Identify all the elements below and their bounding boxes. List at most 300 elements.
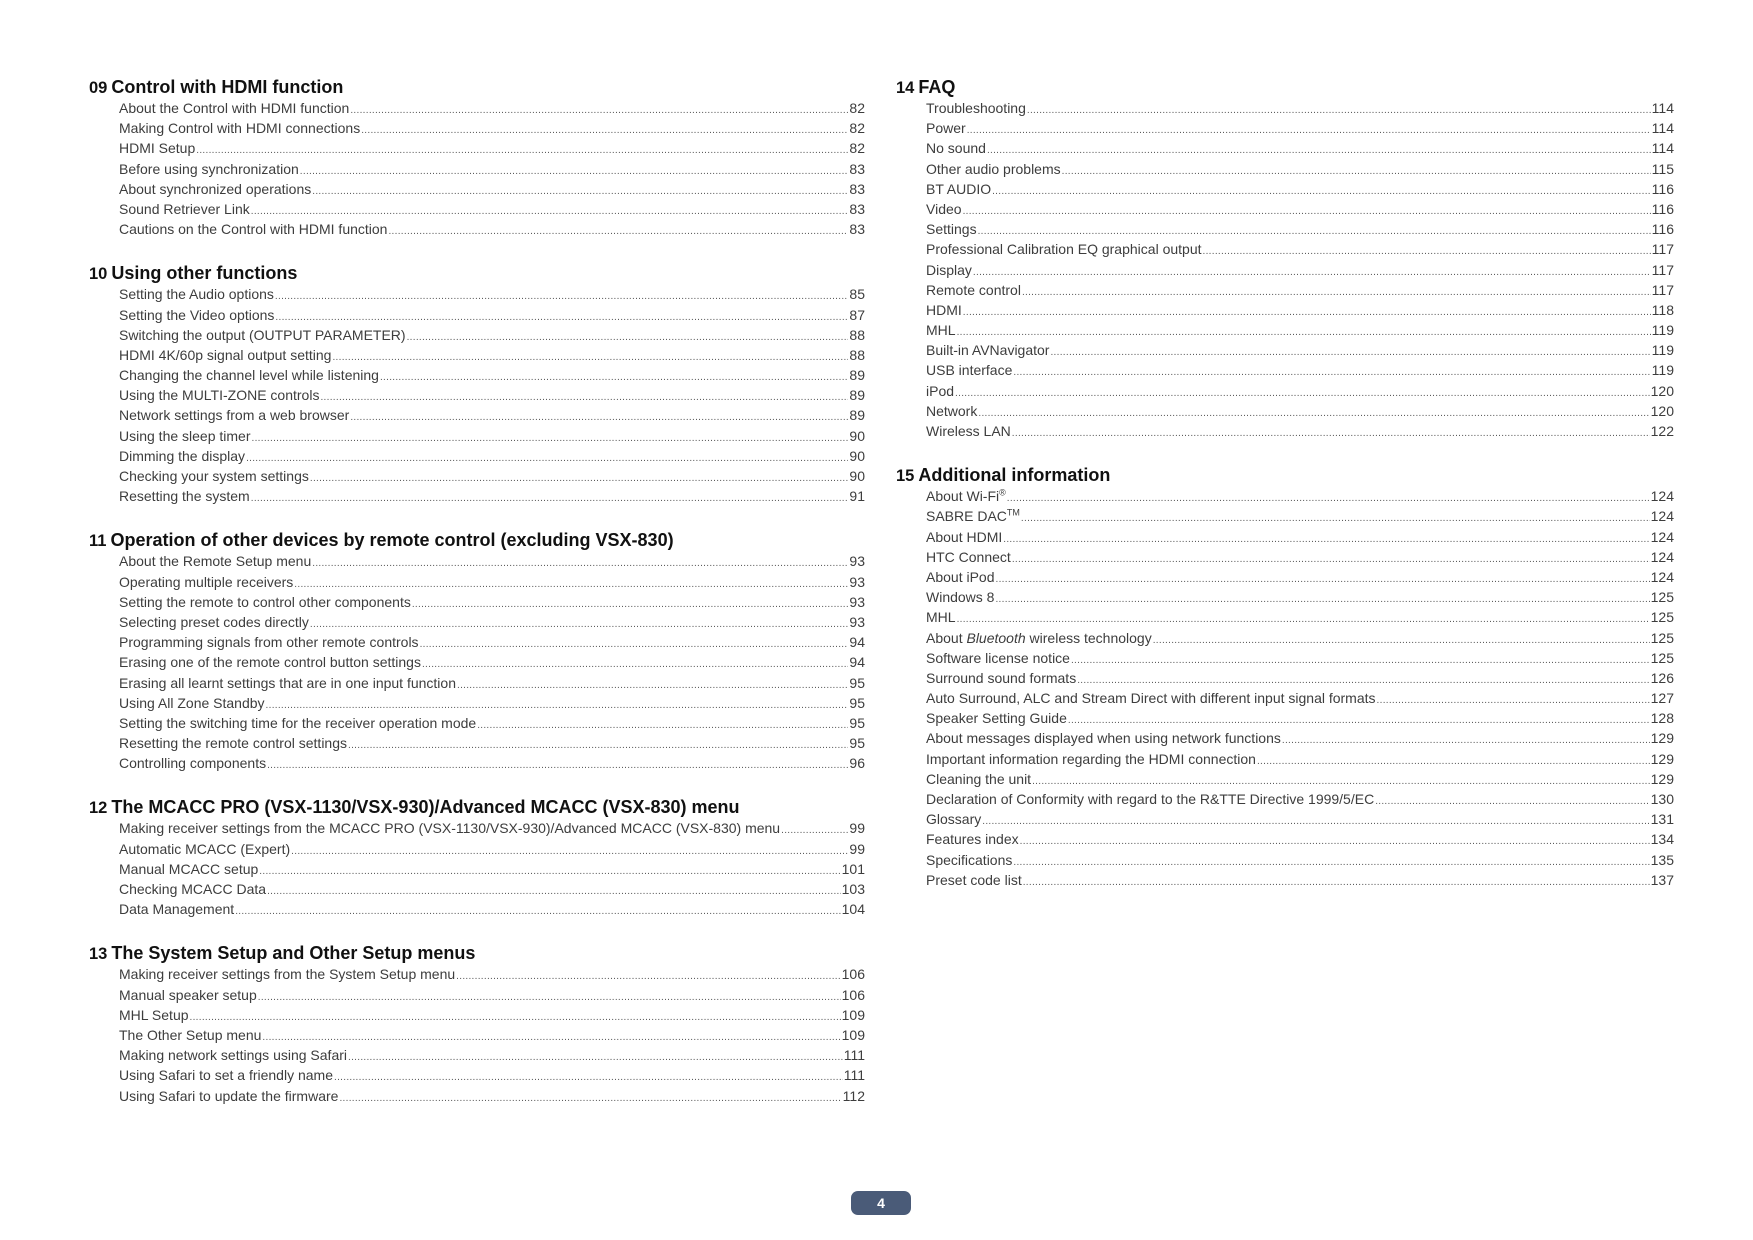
toc-entry-list <box>89 551 865 773</box>
dot-leader <box>1375 792 1649 812</box>
dot-leader <box>1282 731 1650 751</box>
toc-entry[interactable] <box>89 325 865 345</box>
entry-label-text: Wireless LAN <box>926 423 1011 439</box>
toc-entry[interactable] <box>896 668 1674 688</box>
dot-leader <box>262 1028 840 1048</box>
section-title: Control with HDMI function <box>111 77 344 97</box>
entry-page-number: 129 <box>1650 750 1674 767</box>
entry-label-text: About <box>926 629 967 646</box>
dot-leader <box>1153 631 1650 651</box>
entry-label-text: About messages displayed when using network functions <box>926 730 1281 747</box>
dot-leader <box>456 967 840 987</box>
dot-leader <box>781 821 848 841</box>
entry-label-text: USB interface <box>926 362 1013 379</box>
toc-entry[interactable] <box>896 648 1674 668</box>
entry-page-number: 119 <box>1651 342 1674 359</box>
entry-page-number: 95 <box>849 735 865 752</box>
dot-leader <box>258 988 841 1008</box>
toc-entry[interactable] <box>896 219 1674 239</box>
entry-label <box>926 199 962 219</box>
entry-label-text: SABRE DAC <box>926 508 1007 525</box>
section-number: 15 <box>896 467 915 486</box>
entry-label-text: Using the MULTI-ZONE controls <box>119 387 320 404</box>
entry-label <box>926 547 1011 567</box>
toc-entry[interactable] <box>89 1045 865 1065</box>
entry-page-number: 95 <box>849 714 865 731</box>
entry-label <box>926 159 1061 179</box>
toc-entry[interactable] <box>896 199 1674 219</box>
entry-label <box>119 733 347 753</box>
entry-page-number: 96 <box>849 755 865 772</box>
entry-label <box>119 612 309 632</box>
toc-entry[interactable] <box>89 345 865 365</box>
dot-leader <box>955 384 1650 404</box>
toc-entry[interactable] <box>89 713 865 733</box>
toc-entry[interactable] <box>89 159 865 179</box>
toc-entry[interactable] <box>89 1005 865 1025</box>
toc-entry[interactable] <box>896 401 1674 421</box>
entry-label-text: Other audio problems <box>926 160 1061 177</box>
entry-page-number: 82 <box>849 120 865 137</box>
dot-leader <box>967 121 1651 141</box>
section-title: Operation of other devices by remote control (excluding VSX-830) <box>110 530 674 551</box>
toc-entry-list <box>89 284 865 506</box>
section-heading[interactable] <box>89 529 865 551</box>
dot-leader <box>957 323 1651 343</box>
entry-label-text: Specifications <box>926 851 1013 868</box>
entry-label-text: MHL <box>926 322 956 339</box>
dot-leader <box>963 202 1651 222</box>
dot-leader <box>251 489 849 509</box>
toc-entry[interactable] <box>89 98 865 118</box>
dot-leader <box>312 182 848 202</box>
dot-leader <box>291 842 848 862</box>
toc-entry[interactable] <box>896 159 1674 179</box>
entry-page-number: 116 <box>1651 180 1674 197</box>
toc-entry[interactable] <box>89 693 865 713</box>
toc-entry[interactable] <box>89 612 865 632</box>
entry-label-text: Network <box>926 402 978 419</box>
dot-leader <box>334 1068 843 1088</box>
entry-page-number: 89 <box>849 407 865 424</box>
toc-entry[interactable] <box>896 829 1674 849</box>
dot-leader <box>1203 242 1651 262</box>
entry-label-text: About HDMI <box>926 528 1003 545</box>
toc-entry[interactable] <box>89 284 865 304</box>
toc-entry[interactable] <box>896 506 1674 526</box>
toc-entry[interactable] <box>89 1065 865 1085</box>
entry-label-text: Using Safari to set a friendly name <box>119 1067 333 1084</box>
toc-entry[interactable] <box>89 632 865 652</box>
toc-section <box>89 76 865 239</box>
entry-label-text: Checking MCACC Data <box>119 881 267 897</box>
dot-leader <box>1021 509 1650 529</box>
toc-entry[interactable] <box>89 859 865 879</box>
entry-label <box>119 284 274 304</box>
toc-entry[interactable] <box>896 260 1674 280</box>
entry-label-text: Surround sound formats <box>926 669 1077 686</box>
dot-leader <box>332 348 848 368</box>
toc-entry[interactable] <box>896 300 1674 320</box>
toc-entry[interactable] <box>896 567 1674 587</box>
entry-label-text: No sound <box>926 140 986 157</box>
entry-label-text: Setting the remote to control other components <box>119 593 411 610</box>
entry-label <box>926 870 1022 890</box>
dot-leader <box>412 595 849 615</box>
toc-entry[interactable] <box>89 879 865 899</box>
entry-page-number: 91 <box>849 488 865 505</box>
entry-label-text: Remote control <box>926 281 1021 298</box>
entry-label-text: Power <box>926 120 966 137</box>
entry-label-text: About iPod <box>926 568 995 585</box>
entry-page-number: 106 <box>841 966 865 983</box>
entry-label <box>926 769 1031 789</box>
entry-page-number: 114 <box>1651 100 1674 116</box>
toc-entry[interactable] <box>89 551 865 571</box>
entry-label <box>119 305 274 325</box>
toc-entry[interactable] <box>89 753 865 773</box>
toc-entry[interactable] <box>89 305 865 325</box>
entry-label <box>119 693 265 713</box>
entry-label-text: Before using synchronization <box>119 160 299 177</box>
entry-label-text: Making receiver settings from the System Setup menu <box>119 966 456 983</box>
toc-entry[interactable] <box>896 789 1674 809</box>
entry-label <box>119 466 309 486</box>
toc-entry[interactable] <box>896 118 1674 138</box>
entry-label <box>119 572 293 592</box>
dot-leader <box>1377 691 1650 711</box>
entry-page-number: 99 <box>849 820 865 837</box>
toc-section <box>896 464 1674 890</box>
dot-leader <box>1013 363 1650 383</box>
entry-label <box>119 551 311 571</box>
entry-page-number: 109 <box>841 1026 865 1043</box>
toc-entry[interactable] <box>89 486 865 506</box>
toc-entry[interactable] <box>896 769 1674 789</box>
entry-label <box>926 567 995 587</box>
toc-entry[interactable] <box>896 628 1674 648</box>
entry-label <box>119 98 349 118</box>
entry-label <box>119 345 331 365</box>
entry-label <box>119 753 266 773</box>
entry-page-number: 124 <box>1650 568 1674 585</box>
toc-entry[interactable] <box>896 340 1674 360</box>
entry-label <box>119 879 266 899</box>
entry-page-number: 119 <box>1651 322 1674 339</box>
toc-entry[interactable] <box>89 446 865 466</box>
entry-page-number: 82 <box>849 100 865 116</box>
entry-page-number: 99 <box>849 840 865 857</box>
entry-label <box>119 964 455 984</box>
entry-page-number: 114 <box>1651 120 1674 137</box>
toc-entry[interactable] <box>896 360 1674 380</box>
section-heading[interactable] <box>89 942 865 964</box>
toc-entry[interactable] <box>89 385 865 405</box>
toc-entry[interactable] <box>89 899 865 919</box>
entry-page-number: 90 <box>849 447 865 464</box>
dot-leader <box>361 121 848 141</box>
entry-label-text: MHL Setup <box>119 1006 189 1023</box>
dot-leader <box>1012 424 1650 444</box>
toc-entry[interactable] <box>896 421 1674 441</box>
entry-label <box>926 340 1049 360</box>
entry-label-text: Programming signals from other remote controls <box>119 634 419 651</box>
toc-entry[interactable] <box>896 587 1674 607</box>
entry-label-text: Using Safari to update the firmware <box>119 1087 339 1104</box>
entry-label-superscript: ® <box>999 487 1006 498</box>
dot-leader <box>350 408 848 428</box>
dot-leader <box>350 101 848 121</box>
entry-label <box>926 728 1281 748</box>
entry-page-number: 129 <box>1650 770 1674 787</box>
toc-entry[interactable] <box>896 850 1674 870</box>
toc-entry[interactable] <box>89 199 865 219</box>
dot-leader <box>1257 752 1650 772</box>
entry-page-number: 130 <box>1650 791 1674 807</box>
toc-entry[interactable] <box>89 405 865 425</box>
entry-label-text: BT AUDIO <box>926 180 992 197</box>
toc-entry[interactable] <box>896 688 1674 708</box>
toc-entry[interactable] <box>89 1086 865 1106</box>
dot-leader <box>1013 853 1649 873</box>
dot-leader <box>235 902 840 922</box>
entry-label-text: Operating multiple receivers <box>119 573 294 590</box>
entry-label <box>119 713 476 733</box>
toc-entry[interactable] <box>89 985 865 1005</box>
toc-entry[interactable] <box>89 733 865 753</box>
toc-entry[interactable] <box>896 381 1674 401</box>
entry-label <box>926 688 1376 708</box>
section-number: 10 <box>89 265 108 284</box>
entry-label-text: Checking your system settings <box>119 468 309 484</box>
toc-entry[interactable] <box>89 179 865 199</box>
entry-page-number: 83 <box>849 221 865 238</box>
entry-page-number: 104 <box>841 901 865 918</box>
entry-label <box>119 818 780 838</box>
entry-page-number: 117 <box>1651 281 1674 298</box>
entry-page-number: 101 <box>841 860 865 877</box>
entry-label-text: Troubleshooting <box>926 100 1026 116</box>
entry-label <box>119 199 250 219</box>
dot-leader <box>246 449 848 469</box>
entry-page-number: 94 <box>849 654 865 671</box>
toc-column-left <box>89 76 865 1129</box>
toc-entry-list <box>89 964 865 1105</box>
entry-label-text: HTC Connect <box>926 548 1011 565</box>
dot-leader <box>267 882 841 902</box>
section-title: FAQ <box>918 77 956 97</box>
toc-section <box>89 942 865 1105</box>
entry-page-number: 90 <box>849 468 865 484</box>
toc-entry[interactable] <box>896 547 1674 567</box>
entry-label <box>926 850 1012 870</box>
entry-label <box>119 985 257 1005</box>
entry-label-text: Professional Calibration EQ graphical output <box>926 241 1202 258</box>
entry-page-number: 116 <box>1651 200 1674 217</box>
toc-entry[interactable] <box>89 839 865 859</box>
toc-entry[interactable] <box>896 239 1674 259</box>
dot-leader <box>407 328 849 348</box>
entry-label-text: HDMI <box>926 301 962 318</box>
section-heading[interactable] <box>89 262 865 284</box>
toc-entry[interactable] <box>89 138 865 158</box>
entry-label <box>119 325 406 345</box>
entry-label <box>119 652 421 672</box>
section-heading[interactable] <box>896 464 1674 486</box>
dot-leader <box>420 635 849 655</box>
section-number: 09 <box>89 79 108 97</box>
toc-entry-list <box>896 98 1674 441</box>
toc-entry[interactable] <box>89 652 865 672</box>
toc-entry[interactable] <box>896 280 1674 300</box>
toc-entry[interactable] <box>896 179 1674 199</box>
entry-label <box>926 138 986 158</box>
entry-page-number: 122 <box>1650 423 1674 439</box>
entry-label-text: Manual speaker setup <box>119 986 257 1003</box>
entry-label <box>119 632 419 652</box>
entry-label-text: Display <box>926 261 972 278</box>
dot-leader <box>973 263 1651 283</box>
section-number: 14 <box>896 79 915 97</box>
entry-page-number: 131 <box>1650 811 1674 828</box>
toc-entry[interactable] <box>896 728 1674 748</box>
section-heading[interactable] <box>896 76 1674 98</box>
toc-entry[interactable] <box>896 607 1674 627</box>
toc-entry[interactable] <box>896 527 1674 547</box>
toc-entry[interactable] <box>89 1025 865 1045</box>
dot-leader <box>1062 162 1651 182</box>
section-heading[interactable] <box>89 76 865 98</box>
toc-entry[interactable] <box>89 118 865 138</box>
dot-leader <box>252 429 849 449</box>
dot-leader <box>312 554 848 574</box>
entry-label <box>119 405 349 425</box>
entry-label-text: wireless technology <box>1025 629 1152 646</box>
entry-page-number: 120 <box>1650 402 1674 419</box>
entry-label <box>926 219 977 239</box>
entry-page-number: 90 <box>849 427 865 444</box>
dot-leader <box>963 303 1651 323</box>
toc-entry[interactable] <box>89 673 865 693</box>
entry-label-text: Making Control with HDMI connections <box>119 120 361 137</box>
entry-label-text: Erasing one of the remote control button settings <box>119 654 421 671</box>
entry-label-text: Controlling components <box>119 755 267 772</box>
entry-label <box>926 300 962 320</box>
entry-label <box>119 159 299 179</box>
entry-page-number: 82 <box>849 140 865 157</box>
entry-label-text: Preset code list <box>926 871 1022 888</box>
entry-label-text: Built-in AVNavigator <box>926 342 1050 359</box>
toc-entry[interactable] <box>896 98 1674 118</box>
toc-entry[interactable] <box>896 870 1674 890</box>
entry-label <box>119 1005 189 1025</box>
entry-label-text: HDMI 4K/60p signal output setting <box>119 346 332 363</box>
toc-entry[interactable] <box>89 592 865 612</box>
entry-page-number: 125 <box>1650 649 1674 666</box>
entry-page-number: 117 <box>1651 241 1674 258</box>
entry-label <box>119 592 411 612</box>
dot-leader <box>996 570 1650 590</box>
entry-page-number: 112 <box>842 1087 865 1104</box>
entry-label-text: Resetting the remote control settings <box>119 735 348 752</box>
dot-leader <box>380 368 848 388</box>
dot-leader <box>982 812 1649 832</box>
entry-page-number: 124 <box>1650 528 1674 545</box>
entry-label <box>119 118 360 138</box>
toc-entry[interactable] <box>896 708 1674 728</box>
dot-leader <box>275 287 849 307</box>
dot-leader <box>978 404 1649 424</box>
toc-entry[interactable] <box>89 572 865 592</box>
entry-label-text: Setting the Video options <box>119 306 275 323</box>
entry-label-text: Erasing all learnt settings that are in one input function <box>119 674 456 691</box>
entry-label-text: Automatic MCACC (Expert) <box>119 840 291 857</box>
entry-label-text: Speaker Setting Guide <box>926 710 1067 727</box>
entry-label <box>926 829 1019 849</box>
entry-page-number: 124 <box>1650 508 1674 525</box>
toc-entry-list <box>89 818 865 919</box>
dot-leader <box>457 676 848 696</box>
entry-page-number: 120 <box>1650 382 1674 399</box>
entry-label <box>119 1025 261 1045</box>
dot-leader <box>1050 343 1650 363</box>
entry-label <box>926 381 954 401</box>
entry-label-text: Auto Surround, ALC and Stream Direct with different input signal formats <box>926 690 1376 707</box>
entry-label <box>926 648 1070 668</box>
dot-leader <box>267 756 848 776</box>
dot-leader <box>1007 489 1650 509</box>
toc-entry[interactable] <box>896 486 1674 506</box>
entry-label-text: HDMI Setup <box>119 140 196 157</box>
toc-entry[interactable] <box>89 466 865 486</box>
entry-label <box>926 607 956 627</box>
entry-label-text: Features index <box>926 831 1019 848</box>
toc-entry[interactable] <box>896 809 1674 829</box>
dot-leader <box>348 736 848 756</box>
entry-label <box>926 506 1020 526</box>
dot-leader <box>987 141 1651 161</box>
entry-label <box>926 486 1006 506</box>
entry-page-number: 124 <box>1650 548 1674 565</box>
toc-entry[interactable] <box>896 138 1674 158</box>
toc-entry[interactable] <box>89 818 865 838</box>
entry-label-text: Data Management <box>119 901 235 918</box>
entry-label <box>926 280 1021 300</box>
toc-entry[interactable] <box>89 365 865 385</box>
entry-page-number: 114 <box>1651 140 1674 157</box>
entry-label <box>926 628 1152 648</box>
toc-entry[interactable] <box>896 749 1674 769</box>
dot-leader <box>1022 283 1651 303</box>
toc-entry[interactable] <box>896 320 1674 340</box>
toc-entry[interactable] <box>89 219 865 239</box>
toc-entry[interactable] <box>89 426 865 446</box>
entry-label-text: Declaration of Conformity with regard to the R&TTE Directive 1999/5/EC <box>926 791 1375 807</box>
dot-leader <box>348 1048 843 1068</box>
section-heading[interactable] <box>89 796 865 818</box>
entry-label <box>926 320 956 340</box>
entry-page-number: 95 <box>849 674 865 691</box>
entry-page-number: 83 <box>849 200 865 217</box>
entry-page-number: 83 <box>849 160 865 177</box>
toc-column-right <box>896 76 1674 913</box>
entry-label-text: About synchronized operations <box>119 180 312 197</box>
entry-page-number: 89 <box>849 387 865 404</box>
dot-leader <box>1027 101 1651 121</box>
entry-label-text: Dimming the display <box>119 447 246 464</box>
entry-label-text: Selecting preset codes directly <box>119 613 309 630</box>
toc-entry[interactable] <box>89 964 865 984</box>
